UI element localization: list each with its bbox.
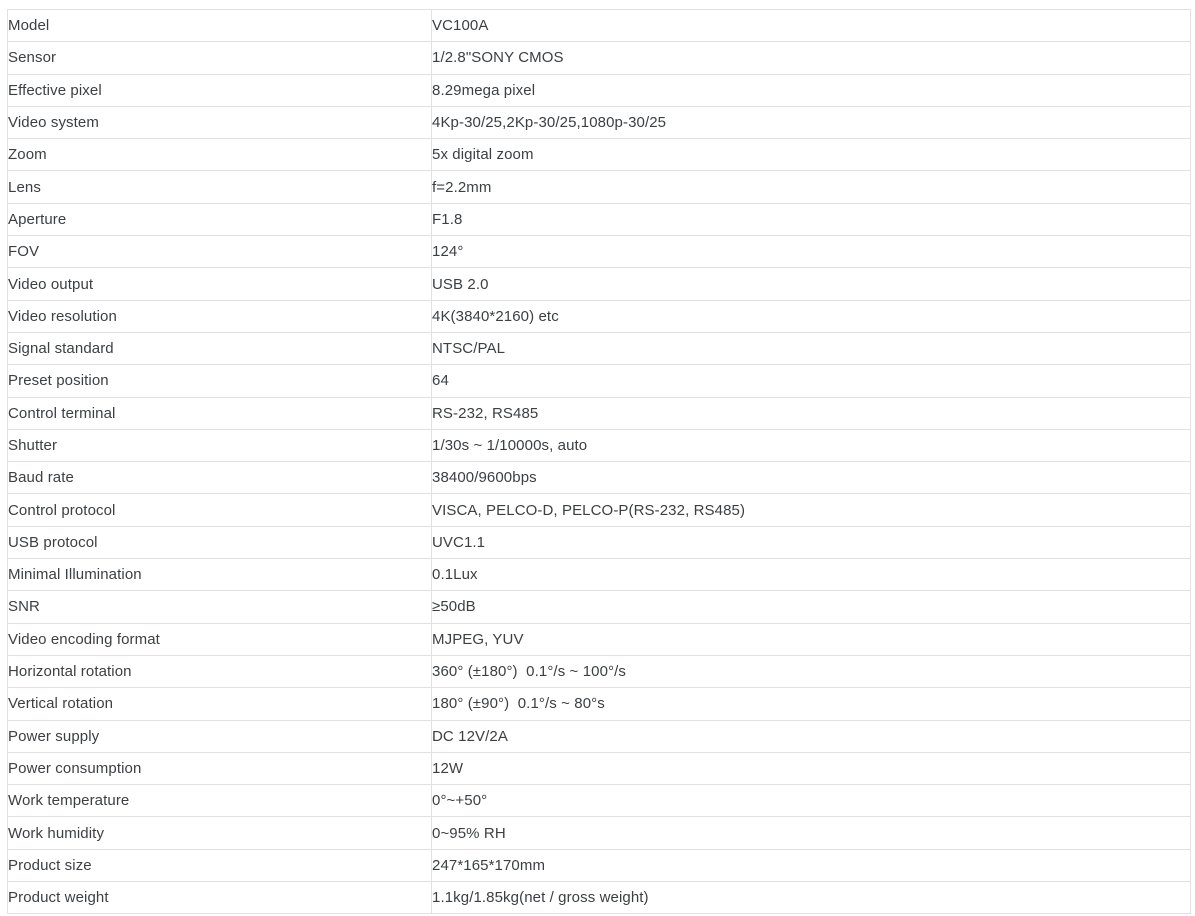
table-row — [8, 74, 1191, 106]
spec-value: 4K(3840*2160) etc — [432, 300, 1191, 332]
spec-value: UVC1.1 — [432, 526, 1191, 558]
table-row — [8, 655, 1191, 687]
table-row — [8, 882, 1191, 914]
spec-value: 124° — [432, 236, 1191, 268]
spec-label: Control protocol — [8, 494, 432, 526]
table-row — [8, 106, 1191, 138]
spec-label: Control terminal — [8, 397, 432, 429]
spec-label: Signal standard — [8, 332, 432, 364]
spec-value: f=2.2mm — [432, 171, 1191, 203]
table-row — [8, 397, 1191, 429]
table-row — [8, 785, 1191, 817]
spec-label: Effective pixel — [8, 74, 432, 106]
spec-label: Aperture — [8, 203, 432, 235]
spec-value: NTSC/PAL — [432, 332, 1191, 364]
table-row — [8, 623, 1191, 655]
spec-label: Zoom — [8, 139, 432, 171]
table-row — [8, 300, 1191, 332]
spec-value: 64 — [432, 365, 1191, 397]
spec-label: Horizontal rotation — [8, 655, 432, 687]
table-row — [8, 42, 1191, 74]
spec-value: 247*165*170mm — [432, 849, 1191, 881]
spec-value: ≥50dB — [432, 591, 1191, 623]
spec-value: F1.8 — [432, 203, 1191, 235]
spec-value: 1/30s ~ 1/10000s, auto — [432, 429, 1191, 461]
table-row — [8, 849, 1191, 881]
spec-label: Model — [8, 10, 432, 42]
table-row — [8, 268, 1191, 300]
spec-label: Vertical rotation — [8, 688, 432, 720]
spec-value: 38400/9600bps — [432, 462, 1191, 494]
spec-label: Sensor — [8, 42, 432, 74]
table-row — [8, 236, 1191, 268]
spec-label: Video encoding format — [8, 623, 432, 655]
spec-value: 180° (±90°) 0.1°/s ~ 80°s — [432, 688, 1191, 720]
spec-label: Power consumption — [8, 752, 432, 784]
spec-table — [7, 9, 1191, 914]
table-row — [8, 494, 1191, 526]
spec-value: VC100A — [432, 10, 1191, 42]
table-row — [8, 332, 1191, 364]
spec-label: Work temperature — [8, 785, 432, 817]
spec-value: RS-232, RS485 — [432, 397, 1191, 429]
table-row — [8, 720, 1191, 752]
spec-value: 360° (±180°) 0.1°/s ~ 100°/s — [432, 655, 1191, 687]
table-row — [8, 429, 1191, 461]
spec-label: Work humidity — [8, 817, 432, 849]
table-row — [8, 817, 1191, 849]
spec-label: USB protocol — [8, 526, 432, 558]
spec-label: Product weight — [8, 882, 432, 914]
table-row — [8, 171, 1191, 203]
spec-value: 1.1kg/1.85kg(net / gross weight) — [432, 882, 1191, 914]
table-row — [8, 139, 1191, 171]
table-row — [8, 203, 1191, 235]
spec-value: 0°~+50° — [432, 785, 1191, 817]
spec-label: Baud rate — [8, 462, 432, 494]
table-row — [8, 591, 1191, 623]
spec-label: Lens — [8, 171, 432, 203]
table-row — [8, 752, 1191, 784]
table-row — [8, 462, 1191, 494]
spec-value: VISCA, PELCO-D, PELCO-P(RS-232, RS485) — [432, 494, 1191, 526]
spec-label: Video system — [8, 106, 432, 138]
table-row — [8, 688, 1191, 720]
table-row — [8, 526, 1191, 558]
spec-label: Shutter — [8, 429, 432, 461]
spec-table-body — [8, 10, 1191, 914]
spec-value: 8.29mega pixel — [432, 74, 1191, 106]
spec-value: 12W — [432, 752, 1191, 784]
spec-label: Preset position — [8, 365, 432, 397]
spec-value: 5x digital zoom — [432, 139, 1191, 171]
spec-value: 4Kp-30/25,2Kp-30/25,1080p-30/25 — [432, 106, 1191, 138]
spec-value: 1/2.8"SONY CMOS — [432, 42, 1191, 74]
spec-label: Power supply — [8, 720, 432, 752]
spec-value: 0.1Lux — [432, 559, 1191, 591]
spec-value: 0~95% RH — [432, 817, 1191, 849]
table-row — [8, 365, 1191, 397]
spec-label: Video resolution — [8, 300, 432, 332]
table-row — [8, 10, 1191, 42]
spec-label: SNR — [8, 591, 432, 623]
spec-value: USB 2.0 — [432, 268, 1191, 300]
spec-label: Video output — [8, 268, 432, 300]
table-row — [8, 559, 1191, 591]
spec-value: DC 12V/2A — [432, 720, 1191, 752]
spec-value: MJPEG, YUV — [432, 623, 1191, 655]
spec-label: FOV — [8, 236, 432, 268]
spec-label: Minimal Illumination — [8, 559, 432, 591]
spec-label: Product size — [8, 849, 432, 881]
